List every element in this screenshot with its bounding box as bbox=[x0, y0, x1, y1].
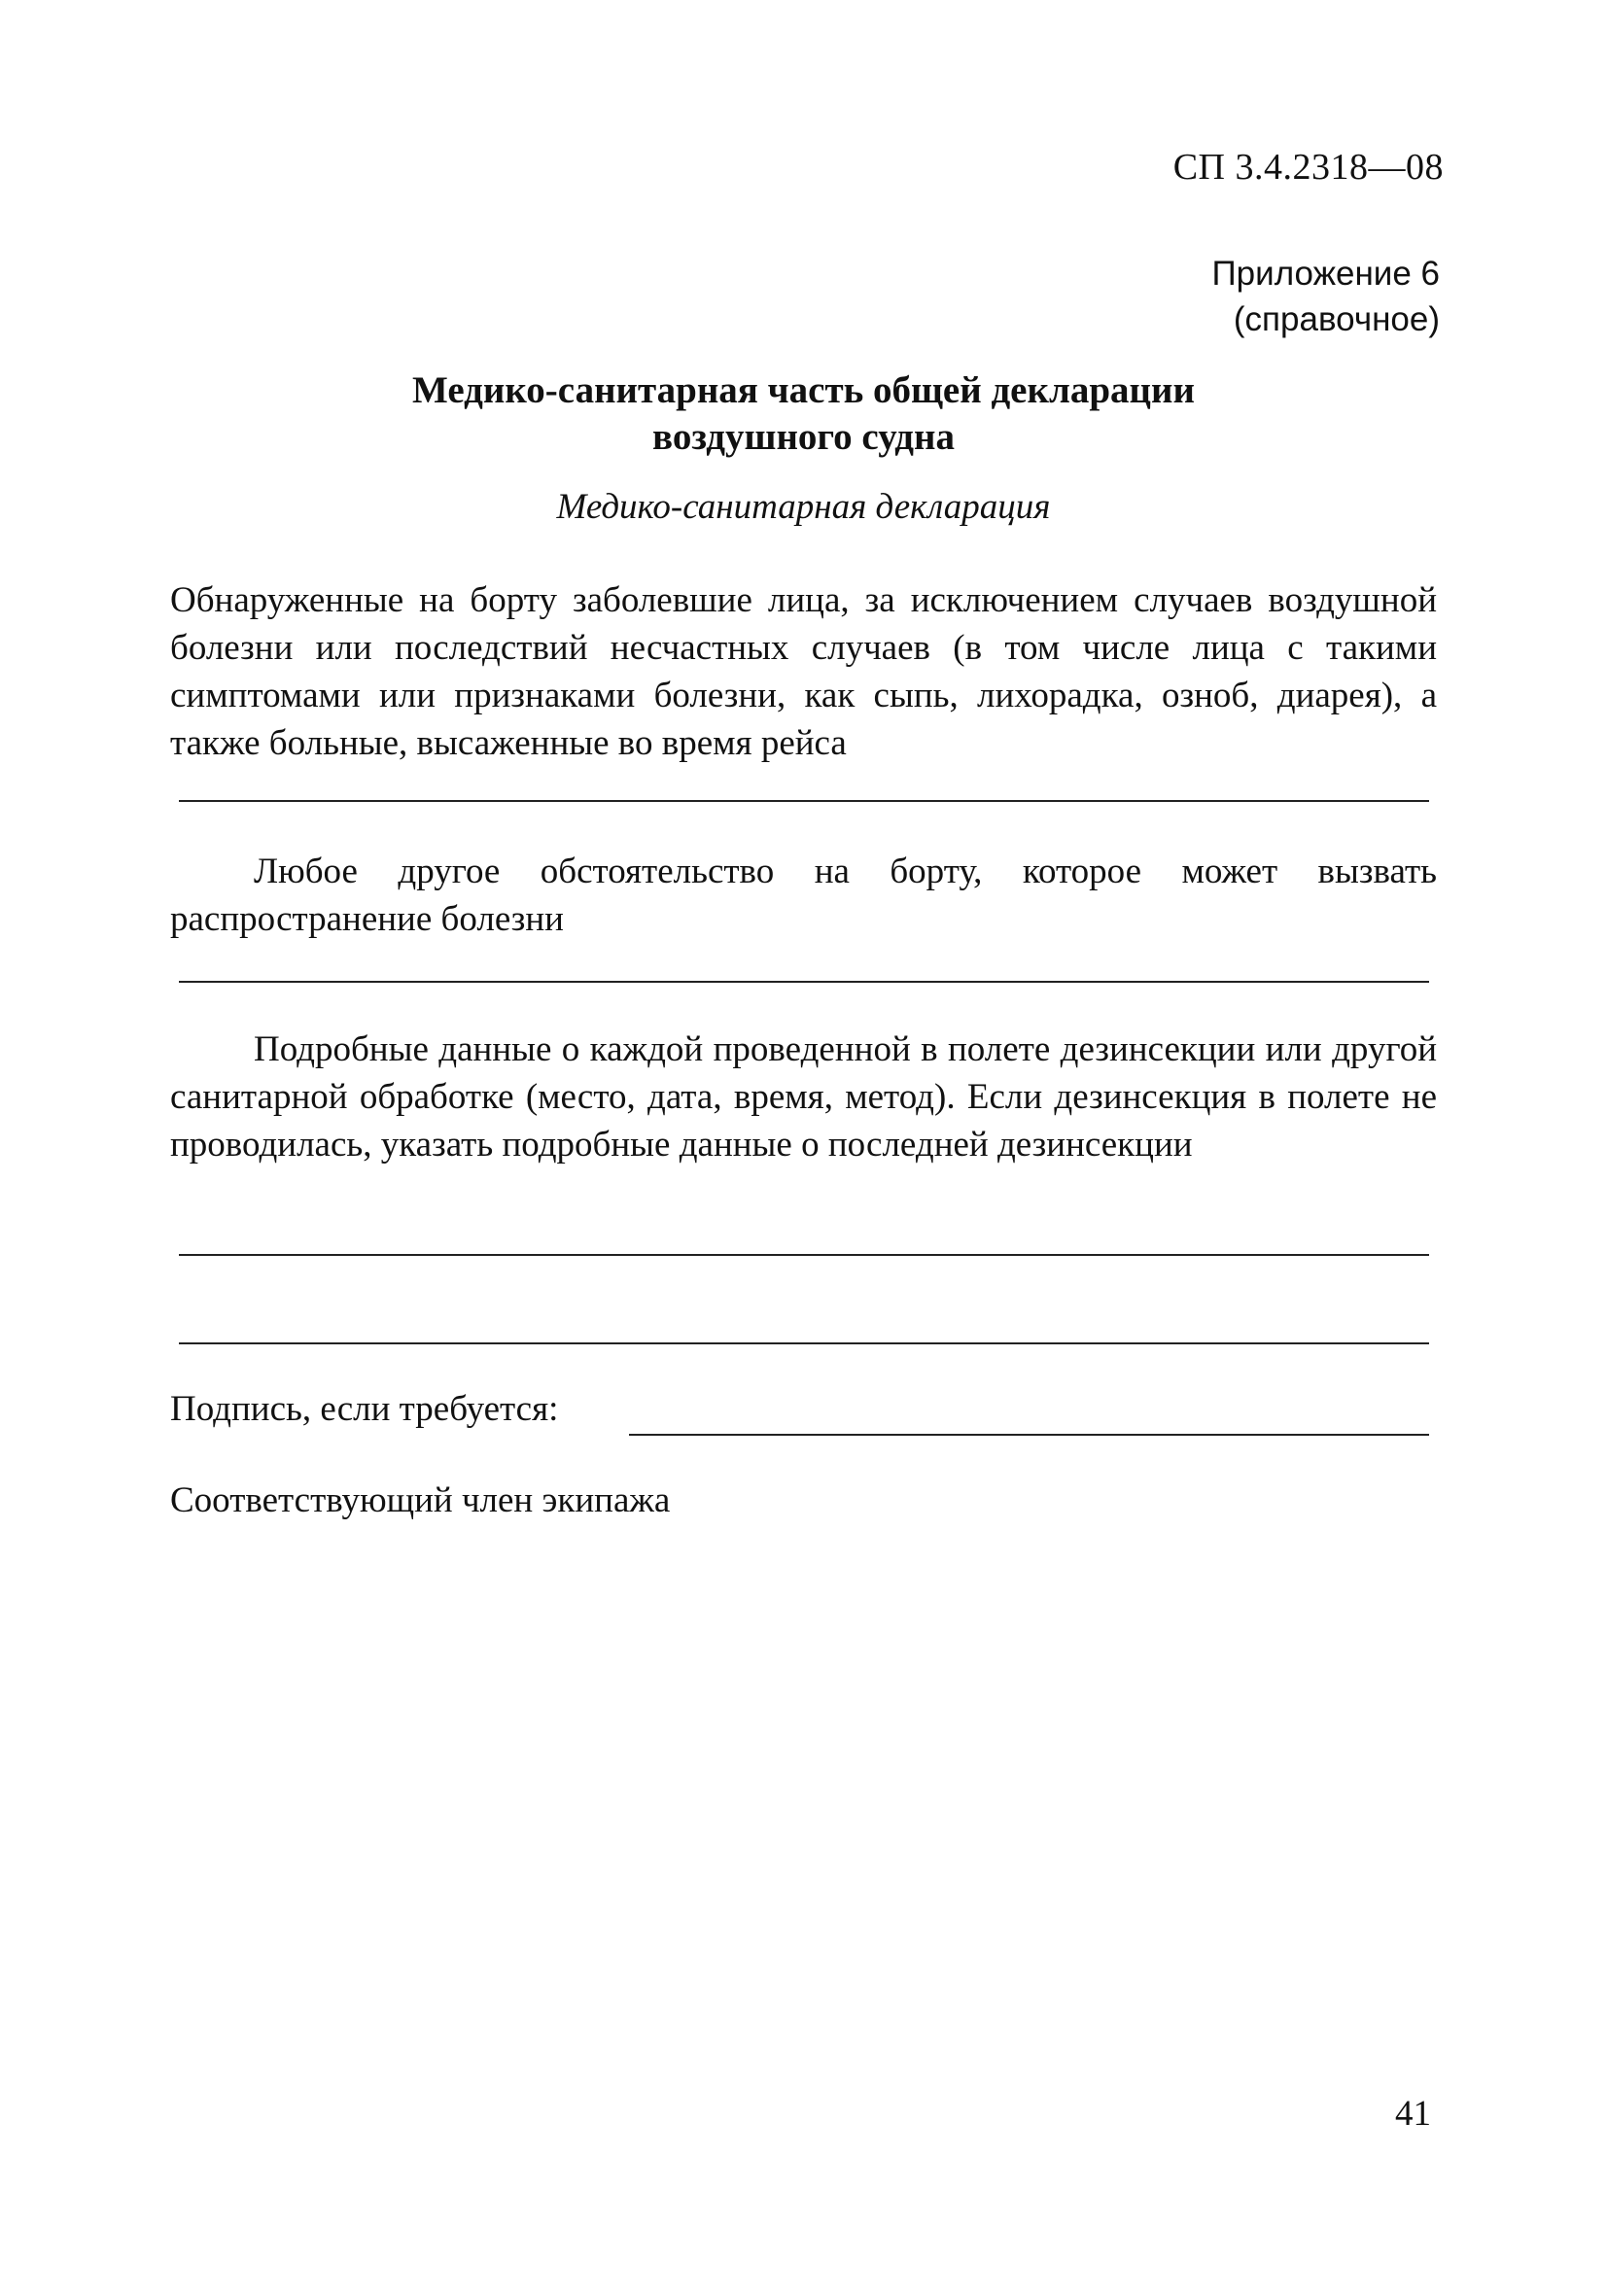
section-other-circumstances-answer-line bbox=[179, 981, 1429, 983]
appendix-label bbox=[1212, 251, 1440, 342]
signature-line bbox=[629, 1434, 1429, 1436]
section-disinsection-answer-line-1 bbox=[179, 1254, 1429, 1256]
appendix-type: (справочное) bbox=[1233, 300, 1440, 338]
section-sick-persons-answer-line bbox=[179, 800, 1429, 802]
page-number: 41 bbox=[1395, 2094, 1431, 2134]
document-code: СП 3.4.2318—08 bbox=[1172, 147, 1444, 188]
document-title bbox=[170, 367, 1437, 461]
crew-member-label: Соответствующий член экипажа bbox=[170, 1480, 671, 1520]
section-disinsection-answer-line-2 bbox=[179, 1342, 1429, 1344]
section-disinsection-text: Подробные данные о каждой проведенной в полете дезинсекции или другой санитарной обработке (место, дата, время, метод). Если дезинсекция в полете не проводилась, указать подробные данные о последней дезинсекции bbox=[170, 1029, 1437, 1165]
title-line-1: Медико-санитарная часть общей декларации bbox=[412, 369, 1195, 411]
appendix-number: Приложение 6 bbox=[1211, 255, 1440, 293]
signature-row bbox=[170, 1388, 1437, 1437]
title-line-2: воздушного судна bbox=[652, 416, 955, 458]
section-sick-persons-text: Обнаруженные на борту заболевшие лица, за исключением случаев воздушной болезни или последствий несчастных случаев (в том числе лица с такими симптомами или признаками болезни, как сыпь, лихорадка, озноб, диарея), а также больные, высаженные во время рейса bbox=[170, 580, 1437, 763]
document-subtitle: Медико-санитарная декларация bbox=[556, 487, 1051, 527]
signature-label: Подпись, если требуется: bbox=[170, 1389, 559, 1429]
section-other-circumstances-text: Любое другое обстоятельство на борту, которое может вызвать распространение болезни bbox=[170, 852, 1437, 939]
